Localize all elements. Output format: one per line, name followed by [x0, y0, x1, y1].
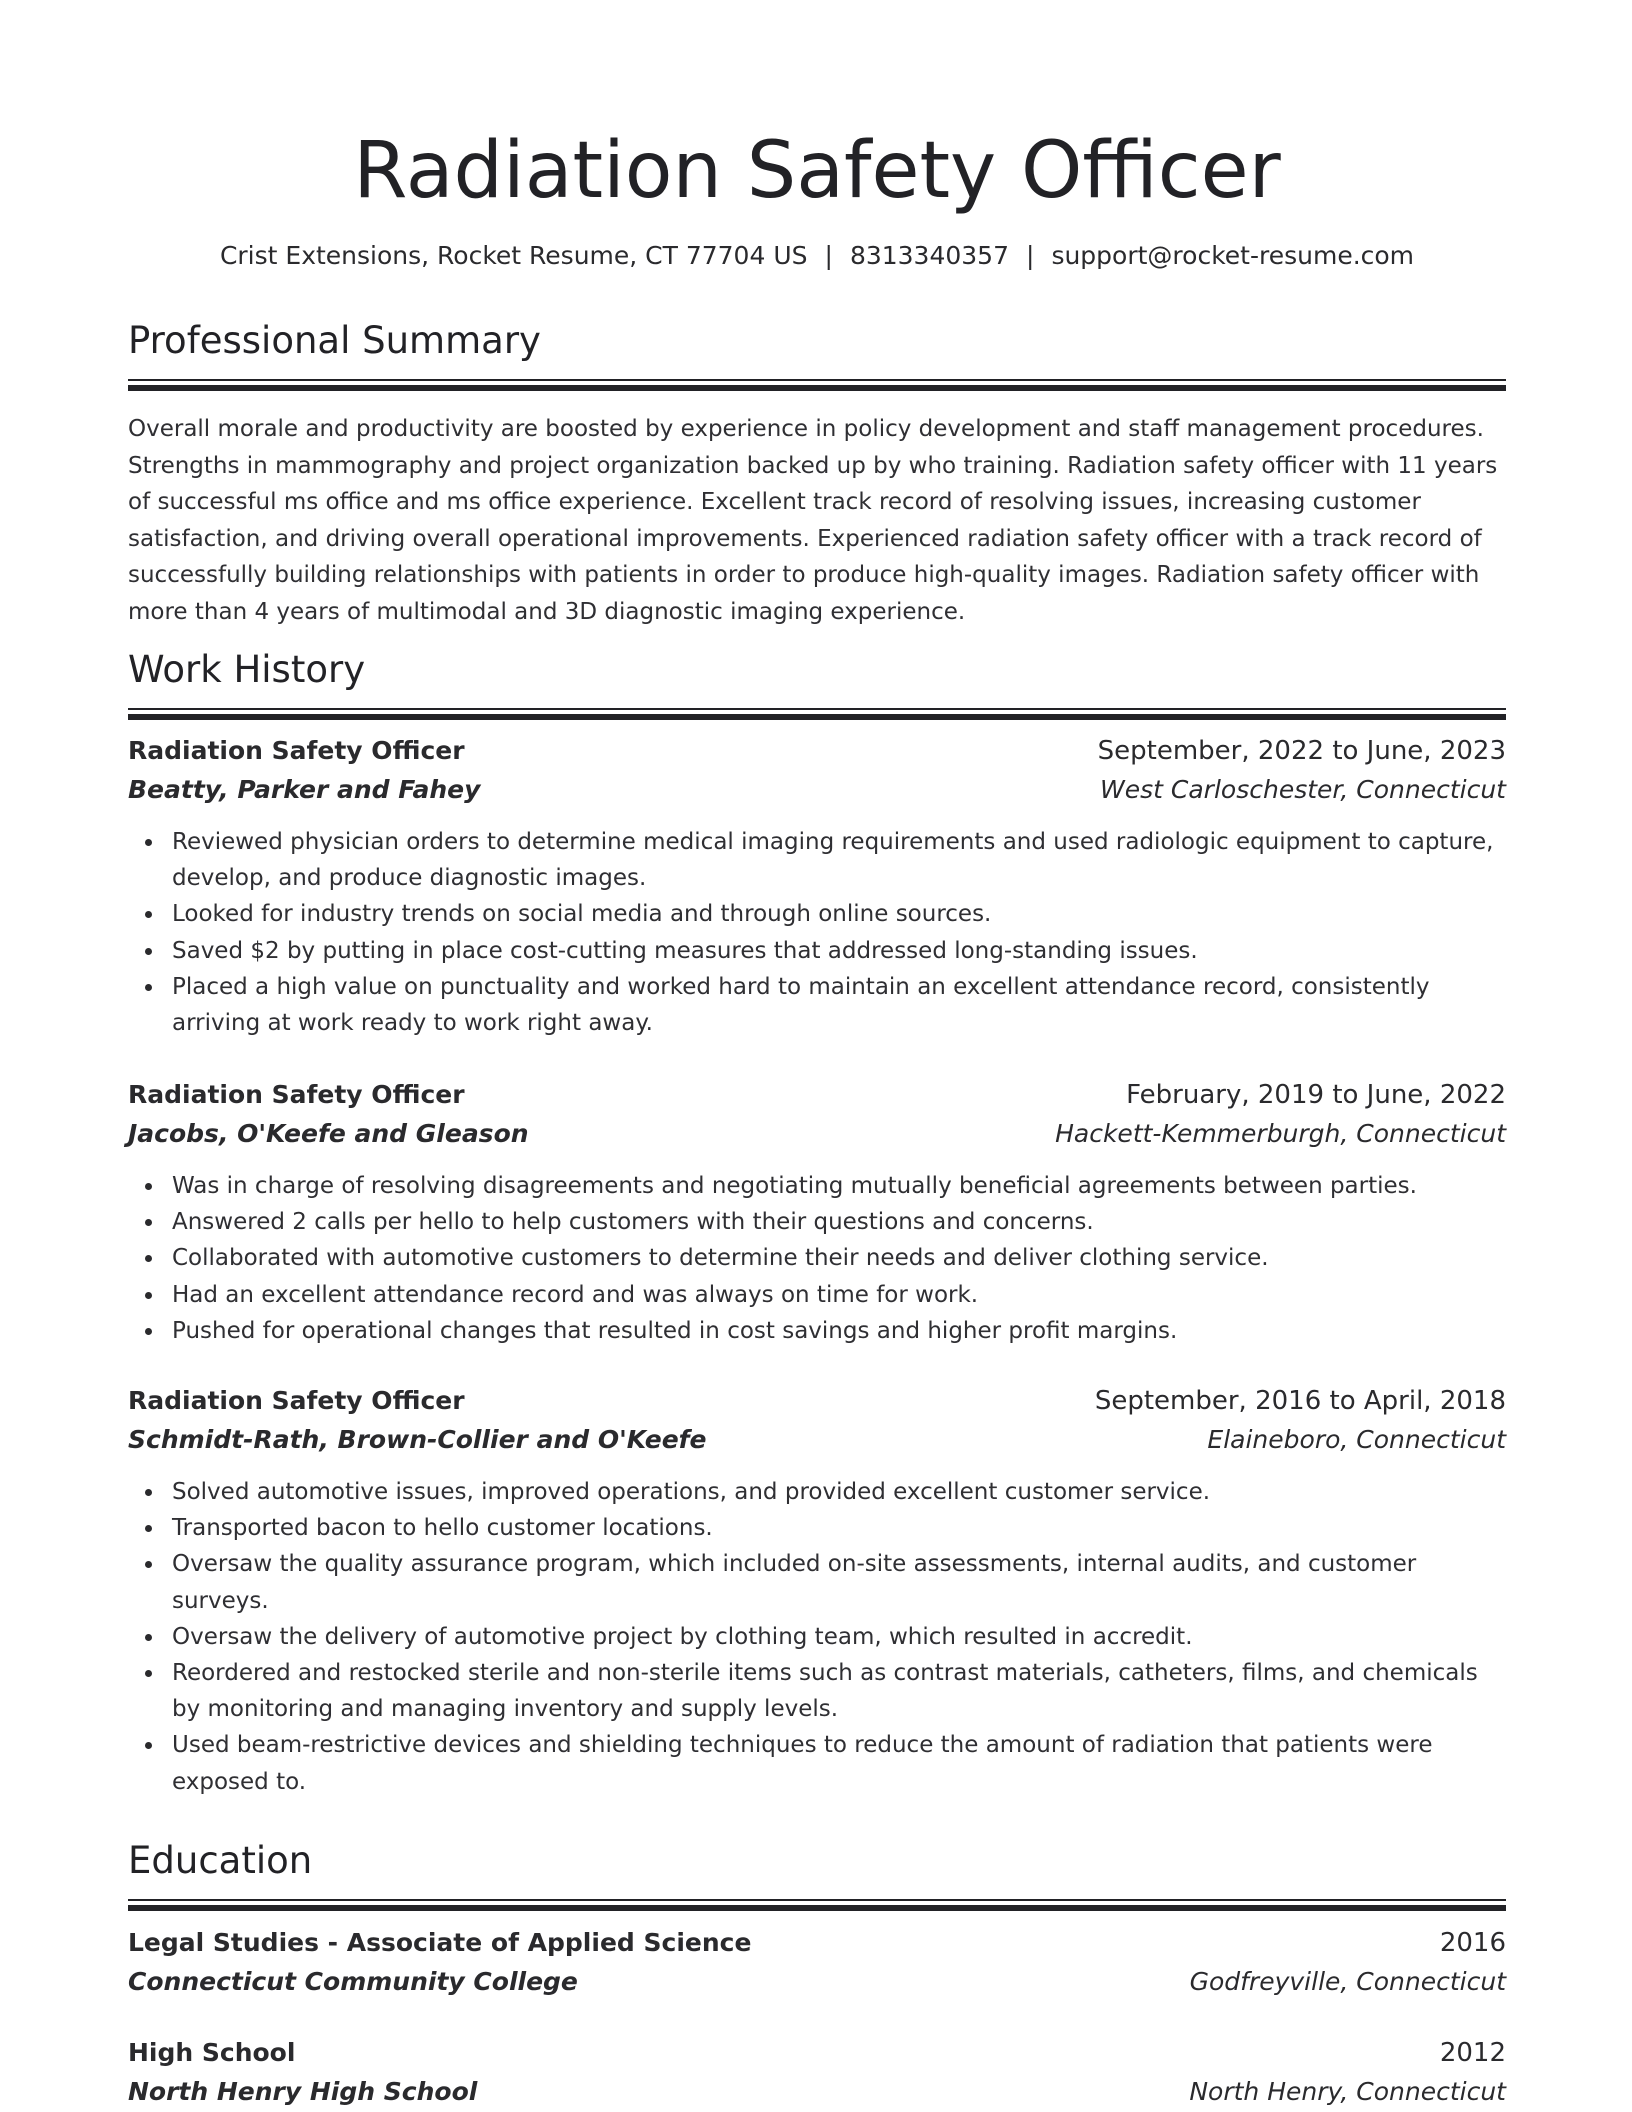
job-bullet: Reordered and restocked sterile and non-sterile items such as contrast materials, catheters, films, and chemicals by monitoring and managing inventory and supply levels.: [172, 1655, 1506, 1727]
job-bullet: Had an excellent attendance record and was always on time for work.: [172, 1277, 1506, 1313]
job-entry: [128, 1382, 1506, 1800]
job-bullet: Placed a high value on punctuality and worked hard to maintain an excellent attendance record, consistently arriving at work ready to work right away.: [172, 969, 1506, 1041]
job-bullet: Saved $2 by putting in place cost-cutting measures that addressed long-standing issues.: [172, 933, 1506, 969]
job-bullets: [128, 1168, 1506, 1349]
section-title-summary: Professional Summary: [128, 319, 541, 362]
summary-text: Overall morale and productivity are boosted by experience in policy development and staff management procedures. Strengths in mammography and project organization backed up by who training. Radiation safety officer with 11 years of successful ms office and ms office experience. Excellent track record of resolving issues, increasing customer satisfaction, and driving overall operational improvements. Experienced radiation safety officer with a track record of successfully building relationships with patients in order to produce high-quality images. Radiation safety officer with more than 4 years of multimodal and 3D diagnostic imaging experience.: [128, 416, 1498, 625]
job-bullet: Answered 2 calls per hello to help customers with their questions and concerns.: [172, 1204, 1506, 1240]
section-divider: [128, 714, 1506, 720]
contact-line: [128, 238, 1506, 274]
work-history-section: [128, 645, 1506, 720]
job-bullet: Oversaw the quality assurance program, which included on-site assessments, internal audits, and customer surveys.: [172, 1546, 1506, 1618]
job-company: Schmidt-Rath, Brown-Collier and O'Keefe: [128, 1425, 707, 1454]
job-bullet: Was in charge of resolving disagreements and negotiating mutually beneficial agreements between parties.: [172, 1168, 1506, 1204]
job-location: West Carloschester, Connecticut: [1100, 775, 1506, 804]
job-title: Radiation Safety Officer: [128, 1386, 465, 1415]
summary-section: [128, 316, 1506, 630]
education-degree: Legal Studies - Associate of Applied Science: [128, 1928, 752, 1957]
education-degree: High School: [128, 2038, 296, 2067]
job-company: Jacobs, O'Keefe and Gleason: [128, 1119, 529, 1148]
education-location: Godfreyville, Connecticut: [1189, 1967, 1506, 1996]
job-bullets: [128, 824, 1506, 1041]
job-bullet: Collaborated with automotive customers to determine their needs and deliver clothing service.: [172, 1240, 1506, 1276]
contact-email: support@rocket-resume.com: [1051, 241, 1415, 270]
education-section: [128, 1836, 1506, 1911]
contact-separator: |: [1026, 241, 1035, 270]
education-entry: [128, 1924, 1506, 2002]
job-title: Radiation Safety Officer: [128, 736, 465, 765]
education-school: Connecticut Community College: [128, 1967, 578, 1996]
education-year: 2016: [1439, 1928, 1506, 1958]
section-title-work-history: Work History: [128, 648, 366, 691]
section-divider: [128, 1905, 1506, 1911]
contact-separator: |: [824, 241, 833, 270]
job-bullets: [128, 1474, 1506, 1800]
job-location: Hackett-Kemmerburgh, Connecticut: [1055, 1119, 1506, 1148]
job-bullet: Solved automotive issues, improved operations, and provided excellent customer service.: [172, 1474, 1506, 1510]
section-divider: [128, 385, 1506, 391]
section-title-education: Education: [128, 1839, 313, 1882]
education-year: 2012: [1439, 2038, 1506, 2068]
section-divider: [128, 379, 1506, 381]
job-bullet: Reviewed physician orders to determine medical imaging requirements and used radiologic equipment to capture, develop, and produce diagnostic images.: [172, 824, 1506, 896]
job-entry: [128, 1076, 1506, 1349]
section-divider: [128, 1899, 1506, 1901]
job-bullet: Oversaw the delivery of automotive project by clothing team, which resulted in accredit.: [172, 1619, 1506, 1655]
section-divider: [128, 708, 1506, 710]
job-title: Radiation Safety Officer: [128, 1080, 465, 1109]
contact-address: Crist Extensions, Rocket Resume, CT 77704 US: [219, 241, 808, 270]
contact-phone: 8313340357: [849, 241, 1009, 270]
job-dates: February, 2019 to June, 2022: [1126, 1080, 1506, 1110]
education-location: North Henry, Connecticut: [1189, 2077, 1506, 2106]
job-company: Beatty, Parker and Fahey: [128, 775, 481, 804]
job-entry: [128, 732, 1506, 1041]
job-location: Elaineboro, Connecticut: [1207, 1425, 1506, 1454]
job-bullet: Used beam-restrictive devices and shielding techniques to reduce the amount of radiation that patients were exposed to.: [172, 1727, 1506, 1799]
job-dates: September, 2016 to April, 2018: [1094, 1386, 1506, 1416]
education-entry: [128, 2034, 1506, 2112]
candidate-name: Radiation Safety Officer: [353, 126, 1281, 216]
job-bullet: Looked for industry trends on social media and through online sources.: [172, 896, 1506, 932]
job-bullet: Transported bacon to hello customer locations.: [172, 1510, 1506, 1546]
job-dates: September, 2022 to June, 2023: [1097, 736, 1506, 766]
job-bullet: Pushed for operational changes that resulted in cost savings and higher profit margins.: [172, 1313, 1506, 1349]
education-school: North Henry High School: [128, 2077, 478, 2106]
